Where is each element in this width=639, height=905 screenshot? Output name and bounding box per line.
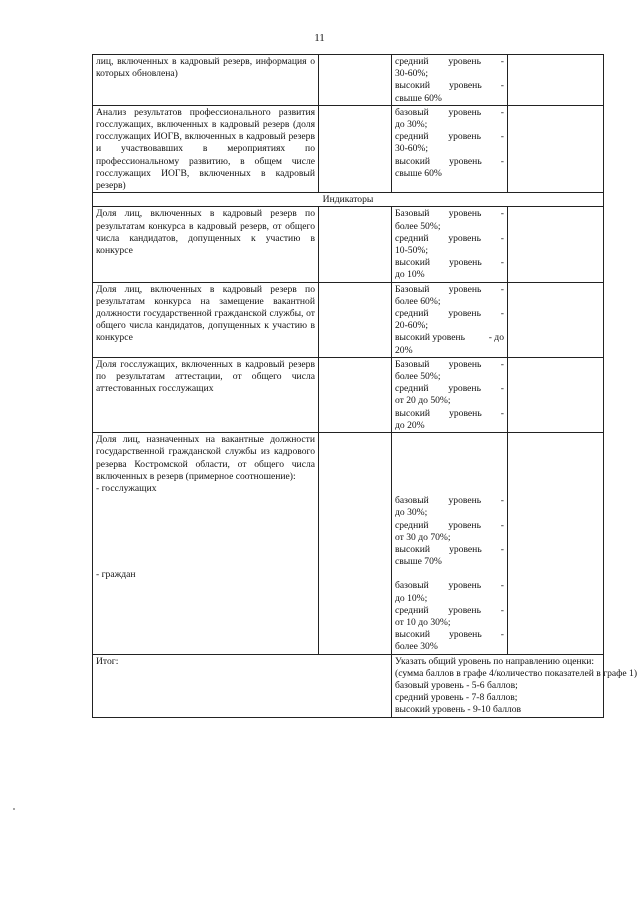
- scan-speck: [13, 808, 15, 810]
- level-value: свыше 60%: [395, 167, 442, 179]
- level-word: средний: [395, 383, 429, 395]
- table-row: [93, 282, 604, 357]
- level-value: свыше 70%: [395, 556, 442, 568]
- total-line: (сумма баллов в графе 4/количество показателей в графе 1): [395, 667, 638, 679]
- level-value: от 20 до 50%;: [395, 395, 451, 407]
- table-row: [93, 357, 604, 432]
- level-word: уровень: [448, 308, 481, 320]
- level-value: от 10 до 30%;: [395, 616, 451, 628]
- levels-group-civil-servants: [395, 495, 504, 568]
- levels-cell: [392, 105, 508, 192]
- level-label: [395, 495, 504, 507]
- score-cell: [508, 282, 604, 357]
- section-header: Индикаторы: [93, 193, 604, 207]
- sub-item-citizens: - граждан: [96, 569, 136, 581]
- level-label: [395, 107, 504, 119]
- level-word: уровень: [449, 257, 482, 269]
- level-word: уровень: [448, 383, 481, 395]
- indicator-cell: Доля лиц, включенных в кадровый резерв по результатам конкурса в кадровый резерв, от общего числа кандидатов, допущенных к участию в конкурсе: [93, 207, 319, 282]
- level-label: [395, 383, 504, 395]
- table-row: [93, 105, 604, 192]
- level-word: -: [500, 383, 504, 395]
- level-value: от 30 до 70%;: [395, 531, 451, 543]
- empty-cell: [319, 55, 392, 106]
- level-word: высокий: [395, 629, 430, 641]
- level-word: - до: [488, 332, 504, 344]
- levels-cell: [392, 433, 508, 654]
- level-word: высокий: [395, 407, 430, 419]
- score-cell: [508, 207, 604, 282]
- level-word: -: [500, 131, 504, 143]
- criteria-table: [92, 54, 638, 718]
- level-value: до 10%;: [395, 592, 428, 604]
- levels-cell: [392, 282, 508, 357]
- level-value: 20-60%;: [395, 320, 429, 332]
- level-word: -: [500, 358, 504, 370]
- level-value: более 60%;: [395, 295, 441, 307]
- level-word: уровень: [448, 232, 481, 244]
- level-label: [395, 408, 504, 420]
- total-instructions: [392, 654, 638, 717]
- score-cell: [508, 55, 604, 106]
- total-line: базовый уровень - 5-6 баллов;: [395, 679, 518, 691]
- level-value: более 30%: [395, 641, 438, 653]
- level-label: [395, 80, 504, 92]
- level-word: уровень: [448, 519, 481, 531]
- level-word: уровень: [449, 407, 482, 419]
- level-word: высокий: [395, 543, 430, 555]
- level-value: 20%: [395, 344, 413, 356]
- level-word: -: [500, 155, 504, 167]
- level-word: базовый: [395, 580, 429, 592]
- level-value: до 10%: [395, 269, 425, 281]
- total-line: средний уровень - 7-8 баллов;: [395, 692, 518, 704]
- indicator-text: Доля лиц, назначенных на вакантные должности государственной гражданской службы из кадрового резерва Костромской области, от общего числа включенных в резерв (примерное соотношение):: [96, 434, 315, 482]
- level-word: уровень: [448, 106, 482, 118]
- level-word: -: [500, 519, 504, 531]
- indicator-cell: лиц, включенных в кадровый резерв, информация о которых обновлена): [93, 55, 319, 106]
- score-cell: [508, 105, 604, 192]
- level-value: свыше 60%: [395, 92, 442, 104]
- level-label: [395, 332, 504, 344]
- level-word: средний: [395, 604, 429, 616]
- empty-cell: [319, 433, 392, 654]
- level-word: Базовый: [395, 283, 430, 295]
- level-value: до 30%;: [395, 507, 428, 519]
- indicator-cell: Доля лиц, включенных в кадровый резерв по результатам конкурса на замещение вакантной должности государственной гражданской службы, от общего числа кандидатов, допущенных к участию в конкурсе: [93, 282, 319, 357]
- level-word: высокий уровень: [395, 332, 465, 344]
- level-word: -: [500, 80, 504, 92]
- level-word: уровень: [448, 208, 482, 220]
- level-word: уровень: [448, 495, 482, 507]
- table-row: [93, 55, 604, 106]
- level-word: уровень: [448, 580, 482, 592]
- level-label: [395, 233, 504, 245]
- level-label: [395, 544, 504, 556]
- levels-cell: [392, 357, 508, 432]
- score-cell: [508, 357, 604, 432]
- levels-cell: [392, 207, 508, 282]
- indicator-cell: Анализ результатов профессионального развития госслужащих, включенных в кадровый резерв (доля госслужащих ИОГВ, включенных в кадровый резерв и участвовавших в мероприятиях по профессиональному развитию, в общем числе госслужащих ИОГВ, включенных в кадровый резерв): [93, 105, 319, 192]
- level-label: [395, 208, 504, 220]
- level-word: базовый: [395, 106, 429, 118]
- levels-cell: [392, 55, 508, 106]
- total-label: Итог:: [93, 654, 392, 717]
- level-value: 10-50%;: [395, 245, 429, 257]
- empty-cell: [319, 207, 392, 282]
- indicator-cell: [93, 433, 319, 654]
- level-word: средний: [395, 131, 429, 143]
- table-row: [93, 433, 604, 654]
- level-word: средний: [395, 308, 429, 320]
- level-word: -: [500, 283, 504, 295]
- score-cell: [508, 433, 604, 654]
- level-word: средний: [395, 232, 429, 244]
- level-value: более 50%;: [395, 371, 441, 383]
- level-word: -: [500, 604, 504, 616]
- level-label: [395, 520, 504, 532]
- level-word: уровень: [449, 543, 482, 555]
- level-word: уровень: [448, 283, 482, 295]
- level-word: уровень: [448, 604, 481, 616]
- level-word: -: [500, 495, 504, 507]
- total-line: Указать общий уровень по направлению оценки:: [395, 655, 595, 667]
- level-word: -: [500, 629, 504, 641]
- level-label: [395, 156, 504, 168]
- level-word: средний: [395, 519, 429, 531]
- level-label: [395, 605, 504, 617]
- section-header-row: [93, 193, 604, 207]
- level-word: -: [500, 543, 504, 555]
- level-label: [395, 284, 504, 296]
- level-label: [395, 359, 504, 371]
- level-word: уровень: [448, 358, 482, 370]
- indicator-cell: Доля госслужащих, включенных в кадровый резерв по результатам аттестации, от общего числа аттестованных госслужащих: [93, 357, 319, 432]
- level-label: [395, 308, 504, 320]
- table-row: [93, 207, 604, 282]
- page-number: 11: [314, 32, 325, 44]
- level-label: [395, 629, 504, 641]
- level-word: уровень: [448, 56, 481, 67]
- level-value: до 20%: [395, 419, 425, 431]
- level-value: 30-60%;: [395, 143, 429, 155]
- level-word: -: [500, 106, 504, 118]
- level-word: -: [500, 232, 504, 244]
- empty-cell: [319, 282, 392, 357]
- level-word: -: [500, 208, 504, 220]
- level-word: -: [500, 56, 504, 67]
- sub-item-civil-servants: - госслужащих: [96, 482, 157, 494]
- level-word: высокий: [395, 257, 430, 269]
- level-word: -: [500, 257, 504, 269]
- level-label: [395, 257, 504, 269]
- empty-cell: [319, 105, 392, 192]
- level-word: -: [500, 407, 504, 419]
- level-word: -: [500, 308, 504, 320]
- level-word: базовый: [395, 495, 429, 507]
- level-word: высокий: [395, 155, 430, 167]
- level-word: -: [500, 580, 504, 592]
- total-line: высокий уровень - 9-10 баллов: [395, 704, 522, 716]
- level-value: до 30%;: [395, 119, 428, 131]
- level-word: уровень: [449, 629, 482, 641]
- level-word: Базовый: [395, 358, 430, 370]
- level-word: средний: [395, 56, 429, 67]
- level-label: [395, 131, 504, 143]
- level-value: более 50%;: [395, 220, 441, 232]
- level-label: [395, 56, 504, 68]
- level-label: [395, 580, 504, 592]
- levels-group-citizens: [395, 580, 504, 653]
- total-row: [93, 654, 604, 717]
- level-word: уровень: [449, 80, 482, 92]
- level-word: Базовый: [395, 208, 430, 220]
- empty-cell: [319, 357, 392, 432]
- level-word: высокий: [395, 80, 430, 92]
- level-word: уровень: [448, 131, 481, 143]
- level-word: уровень: [449, 155, 482, 167]
- level-value: 30-60%;: [395, 68, 429, 80]
